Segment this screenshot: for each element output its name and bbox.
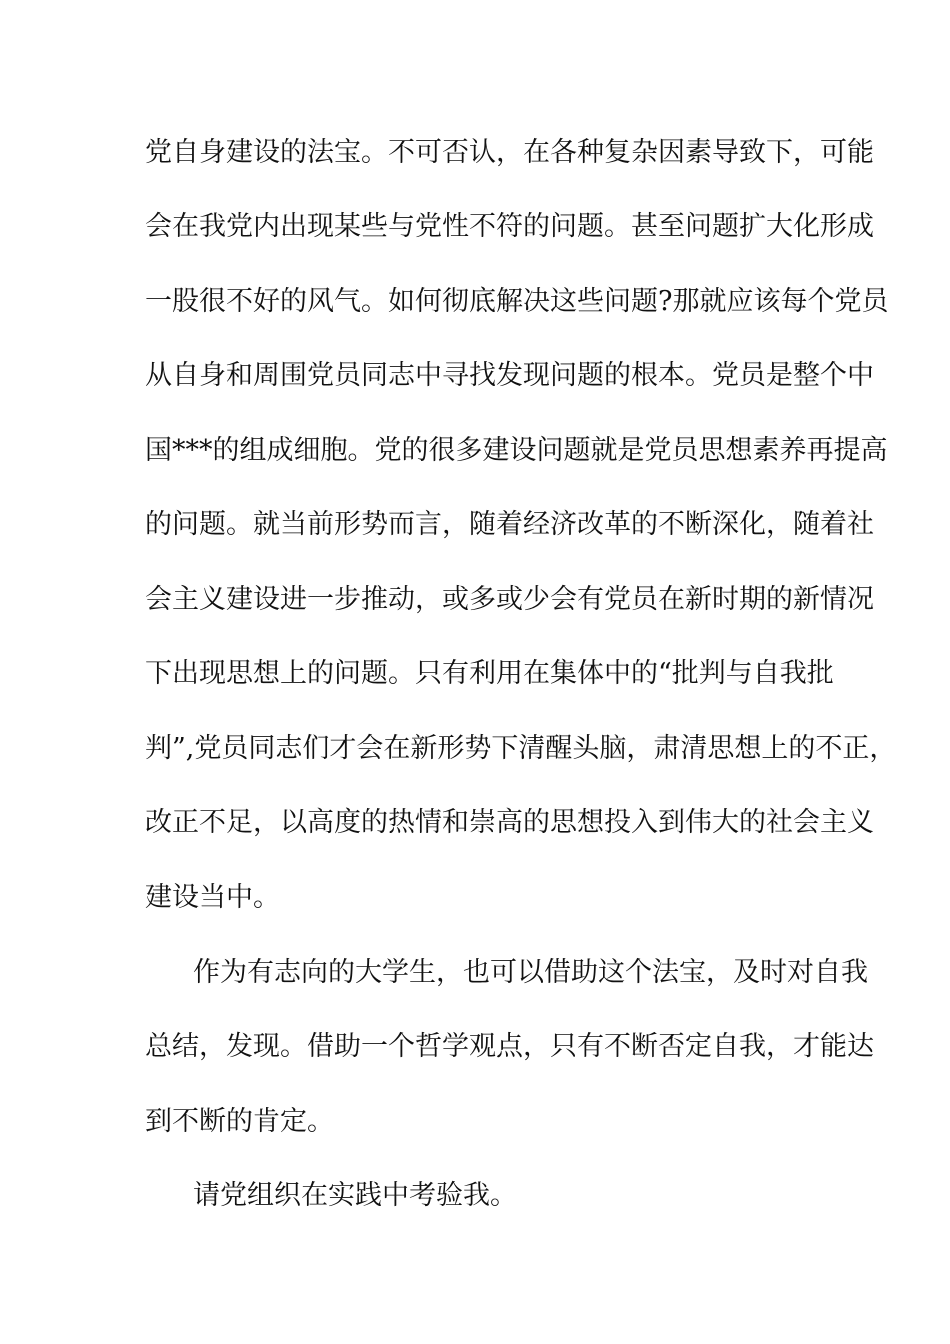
body-text-line: 会主义建设进一步推动，或多或少会有党员在新时期的新情况 [145, 584, 874, 615]
body-text-line: 从自身和周围党员同志中寻找发现问题的根本。党员是整个中 [145, 360, 874, 391]
body-text-line: 请党组织在实践中考验我。 [193, 1180, 517, 1211]
body-text-line: 作为有志向的大学生，也可以借助这个法宝，及时对自我 [193, 957, 868, 988]
body-text-line: 判”,党员同志们才会在新形势下清醒头脑，肃清思想上的不正， [145, 733, 897, 764]
body-text-line: 总结，发现。借助一个哲学观点，只有不断否定自我，才能达 [145, 1031, 874, 1062]
body-text-line: 改正不足，以高度的热情和崇高的思想投入到伟大的社会主义 [145, 807, 874, 838]
body-text-line: 建设当中。 [145, 882, 280, 913]
body-text-line: 下出现思想上的问题。只有利用在集体中的“批判与自我批 [145, 658, 834, 689]
body-text-line: 一股很不好的风气。如何彻底解决这些问题?那就应该每个党员 [145, 286, 889, 317]
body-text-line: 国***的组成细胞。党的很多建设问题就是党员思想素养再提高 [145, 435, 888, 466]
body-text-line: 会在我党内出现某些与党性不符的问题。甚至问题扩大化形成 [145, 211, 874, 242]
body-text-line: 到不断的肯定。 [145, 1106, 334, 1137]
body-text-line: 党自身建设的法宝。不可否认，在各种复杂因素导致下，可能 [145, 137, 874, 168]
body-text-line: 的问题。就当前形势而言，随着经济改革的不断深化，随着社 [145, 509, 874, 540]
